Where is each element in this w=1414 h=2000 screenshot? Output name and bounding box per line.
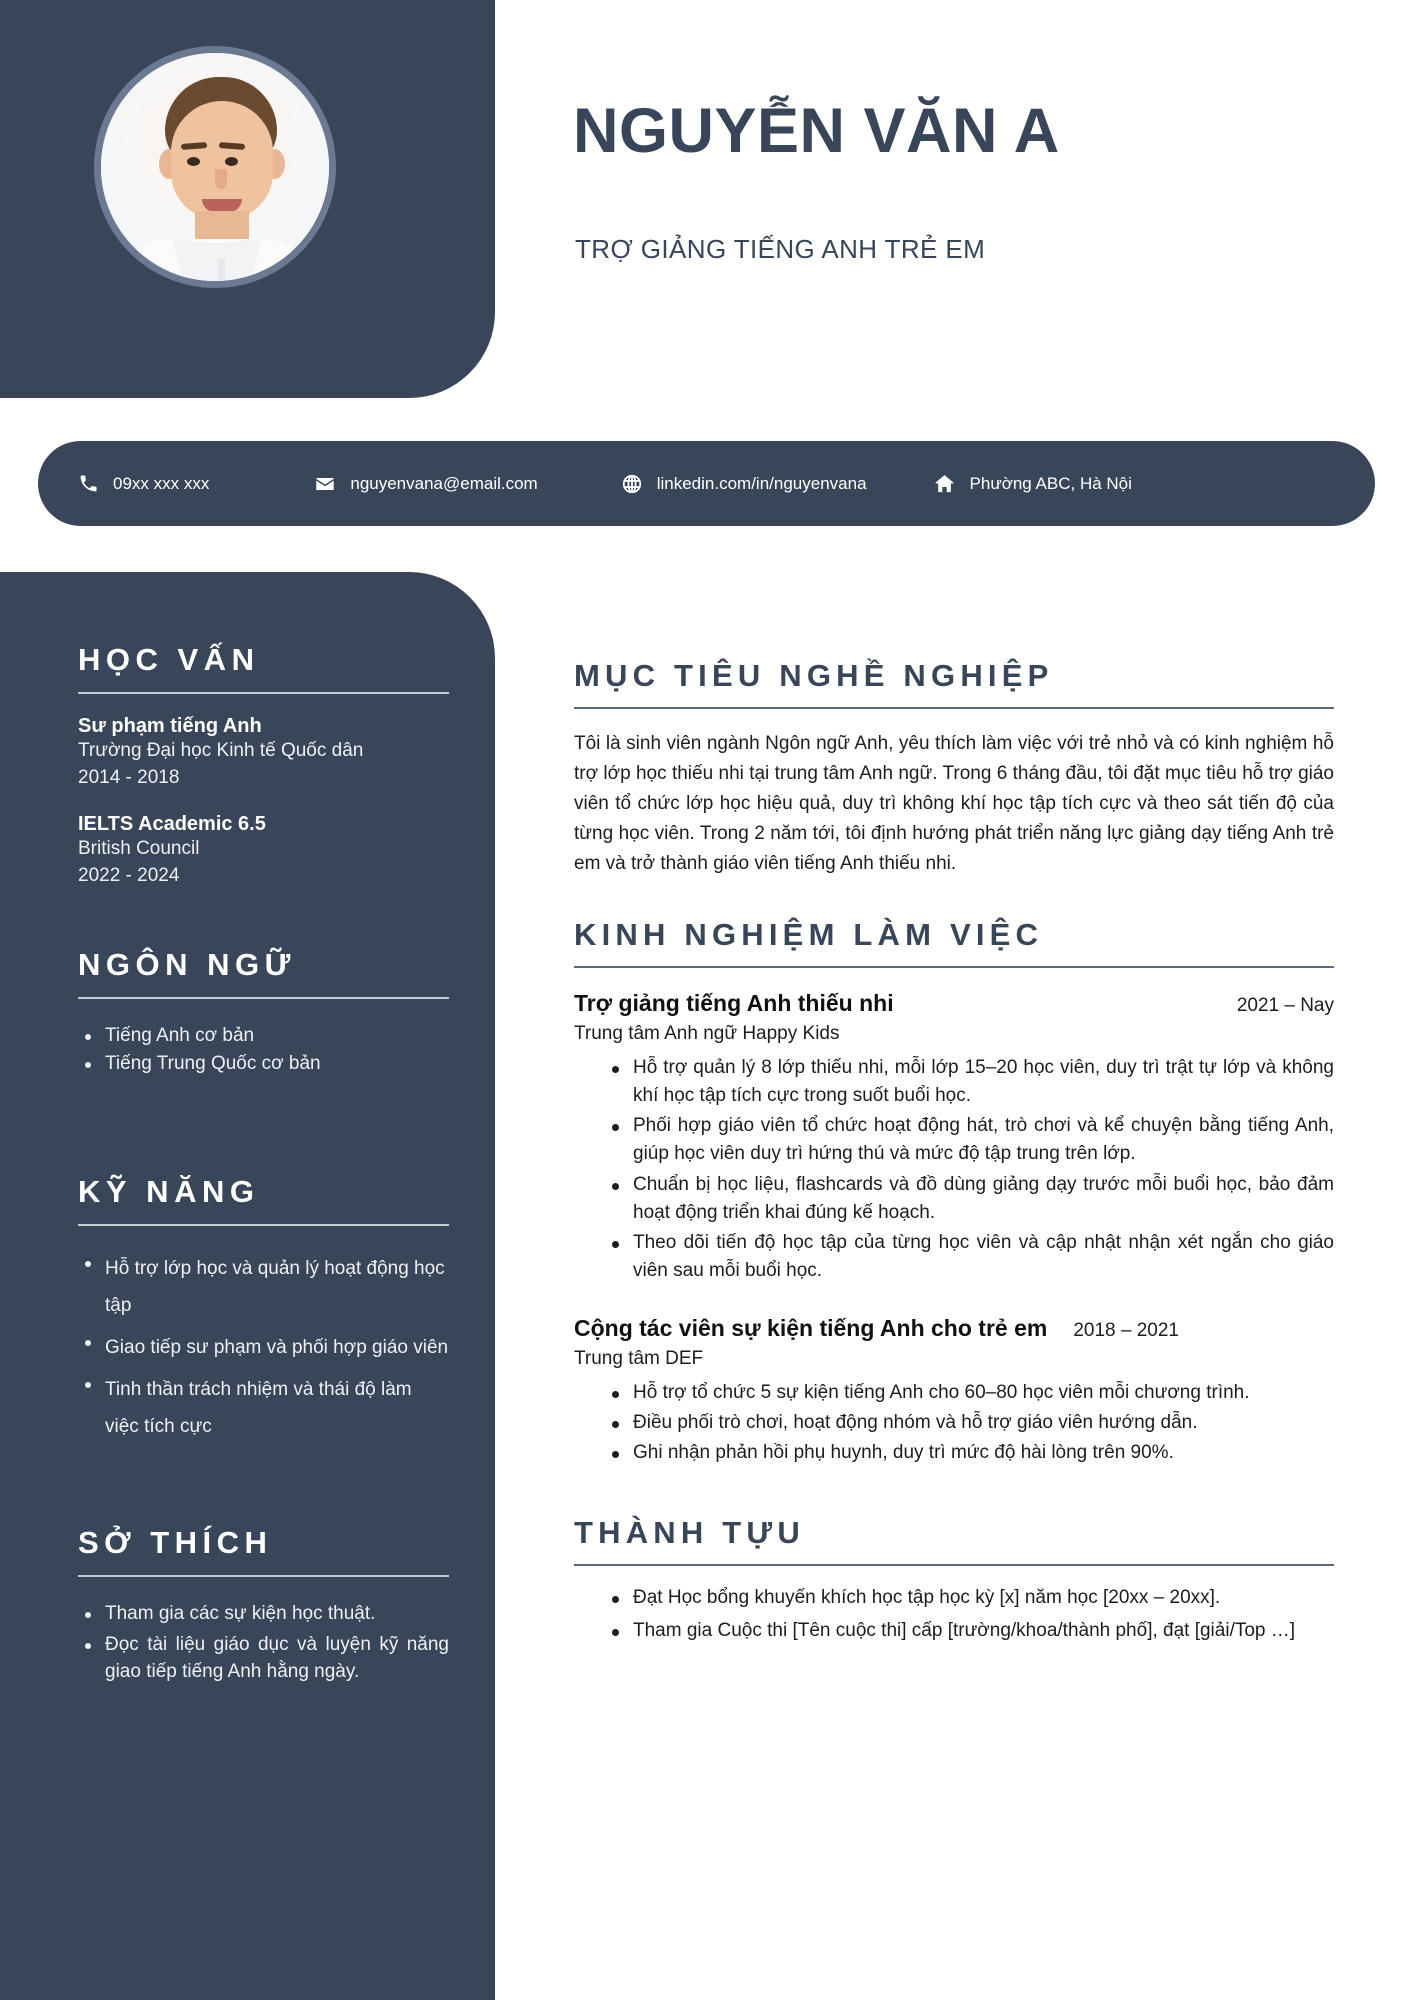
achievements-list — [574, 1584, 1334, 1646]
contact-email[interactable] — [313, 472, 537, 496]
list-item: Ghi nhận phản hồi phụ huynh, duy trì mức độ hài lòng trên 90%. — [605, 1439, 1334, 1467]
phone-icon — [76, 472, 100, 496]
job-title: Cộng tác viên sự kiện tiếng Anh cho trẻ em — [574, 1314, 1048, 1341]
section-achievements — [574, 1515, 1334, 1646]
contact-email-text: nguyenvana@email.com — [350, 473, 538, 493]
job-title: Trợ giảng tiếng Anh thiếu nhi — [574, 990, 894, 1017]
contact-address-text: Phường ABC, Hà Nội — [969, 473, 1132, 493]
hobbies-rule — [78, 1575, 449, 1577]
education-entry — [78, 715, 449, 792]
hobbies-list — [78, 1601, 449, 1686]
experience-entry-header — [574, 1315, 1334, 1342]
contact-bar — [38, 441, 1375, 526]
list-item: Đọc tài liệu giáo dục và luyện kỹ năng giao tiếp tiếng Anh hằng ngày. — [78, 1632, 449, 1686]
education-entry — [78, 813, 449, 890]
education-heading: HỌC VẤN — [78, 642, 260, 677]
contact-address — [933, 472, 1132, 496]
languages-heading: NGÔN NGỮ — [78, 946, 296, 982]
list-item: Phối hợp giáo viên tổ chức hoạt động hát, trò chơi và kể chuyện bằng tiếng Anh, giúp học viên duy trì hứng thú và mức độ tập trung trên lớp. — [605, 1112, 1334, 1168]
education-period: 2014 - 2018 — [78, 766, 180, 788]
candidate-name: NGUYỄN VĂN A — [573, 96, 1060, 166]
home-icon — [933, 472, 957, 496]
experience-entry — [574, 1315, 1334, 1467]
list-item: Theo dõi tiến độ học tập của từng học viên và cập nhật nhận xét ngắn cho giáo viên sau mỗi buổi học. — [605, 1229, 1334, 1285]
job-bullets — [574, 1379, 1334, 1467]
experience-heading: KINH NGHIỆM LÀM VIỆC — [574, 917, 1044, 953]
contact-phone[interactable] — [76, 472, 209, 496]
list-item: Đạt Học bổng khuyến khích học tập học kỳ [x] năm học [20xx – 20xx]. — [605, 1584, 1334, 1613]
section-objective — [574, 658, 1334, 879]
sidebar-section-skills — [78, 1174, 449, 1445]
list-item: Hỗ trợ lớp học và quản lý hoạt động học tập — [78, 1250, 449, 1324]
list-item: Tiếng Anh cơ bản — [78, 1023, 449, 1049]
candidate-role: TRỢ GIẢNG TIẾNG ANH TRẺ EM — [575, 234, 986, 264]
skills-heading: KỸ NĂNG — [78, 1174, 260, 1210]
experience-entry — [574, 990, 1334, 1285]
avatar-nose — [215, 169, 227, 189]
languages-rule — [78, 997, 449, 999]
skills-rule — [78, 1224, 449, 1226]
avatar-photo — [101, 53, 329, 281]
list-item: Hỗ trợ tổ chức 5 sự kiện tiếng Anh cho 60–80 học viên mỗi chương trình. — [605, 1379, 1334, 1407]
languages-list — [78, 1023, 449, 1076]
education-title: Sư phạm tiếng Anh — [78, 715, 262, 737]
sidebar-section-hobbies — [78, 1525, 449, 1686]
avatar-eye-right — [225, 157, 238, 166]
list-item: Tiếng Trung Quốc cơ bản — [78, 1051, 449, 1077]
experience-rule — [574, 966, 1334, 968]
education-rule — [78, 692, 449, 694]
sidebar — [0, 572, 495, 2000]
education-period: 2022 - 2024 — [78, 864, 180, 886]
avatar-eye-left — [187, 157, 200, 166]
job-date: 2018 – 2021 — [1073, 1319, 1180, 1341]
list-item: Hỗ trợ quản lý 8 lớp thiếu nhi, mỗi lớp 15–20 học viên, duy trì trật tự lớp và không khí học tập tích cực trong suốt buổi học. — [605, 1054, 1334, 1110]
list-item: Tham gia các sự kiện học thuật. — [78, 1601, 449, 1628]
job-date: 2021 – Nay — [1236, 995, 1334, 1017]
education-org: Trường Đại học Kinh tế Quốc dân — [78, 740, 364, 761]
section-experience — [574, 917, 1334, 1467]
contact-phone-text: 09xx xxx xxx — [113, 473, 210, 493]
main-column — [574, 658, 1334, 1650]
list-item: Chuẩn bị học liệu, flashcards và đồ dùng giảng dạy trước mỗi buổi học, bảo đảm hoạt động triển khai đúng kế hoạch. — [605, 1171, 1334, 1227]
list-item: Tham gia Cuộc thi [Tên cuộc thi] cấp [trường/khoa/thành phố], đạt [giải/Top …] — [605, 1617, 1334, 1646]
objective-text: Tôi là sinh viên ngành Ngôn ngữ Anh, yêu thích làm việc với trẻ nhỏ và có kinh nghiệm hỗ trợ lớp học thiếu nhi tại trung tâm Anh ngữ. Trong 6 tháng đầu, tôi đặt mục tiêu hỗ trợ giáo viên tổ chức lớp học hiệu quả, duy trì không khí học tập tích cực và theo sát tiến độ của từng học viên. Trong 2 năm tới, tôi định hướng phát triển năng lực giảng dạy tiếng Anh trẻ em và trở thành giáo viên tiếng Anh thiếu nhi. — [574, 733, 1334, 875]
job-bullets — [574, 1054, 1334, 1285]
experience-entry-header — [574, 990, 1334, 1017]
contact-website[interactable] — [620, 472, 867, 496]
job-organization: Trung tâm Anh ngữ Happy Kids — [574, 1023, 840, 1045]
achievements-heading: THÀNH TỰU — [574, 1515, 805, 1551]
education-org: British Council — [78, 837, 200, 859]
contact-website-text: linkedin.com/in/nguyenvana — [656, 473, 867, 493]
list-item: Tinh thần trách nhiệm và thái độ làm việc tích cực — [78, 1371, 449, 1445]
list-item: Điều phối trò chơi, hoạt động nhóm và hỗ trợ giáo viên hướng dẫn. — [605, 1409, 1334, 1437]
globe-icon — [620, 472, 644, 496]
avatar-shirt-placket — [218, 259, 225, 288]
list-item: Giao tiếp sư phạm và phối hợp giáo viên — [78, 1329, 449, 1366]
education-title: IELTS Academic 6.5 — [78, 812, 266, 835]
achievements-rule — [574, 1564, 1334, 1566]
job-organization: Trung tâm DEF — [574, 1347, 704, 1369]
avatar — [94, 46, 336, 288]
email-icon — [313, 472, 337, 496]
hobbies-heading: SỞ THÍCH — [78, 1525, 273, 1561]
objective-rule — [574, 707, 1334, 709]
sidebar-section-education — [78, 572, 449, 890]
objective-heading: MỤC TIÊU NGHỀ NGHIỆP — [574, 658, 1054, 693]
skills-list — [78, 1250, 449, 1445]
sidebar-section-languages — [78, 947, 449, 1076]
